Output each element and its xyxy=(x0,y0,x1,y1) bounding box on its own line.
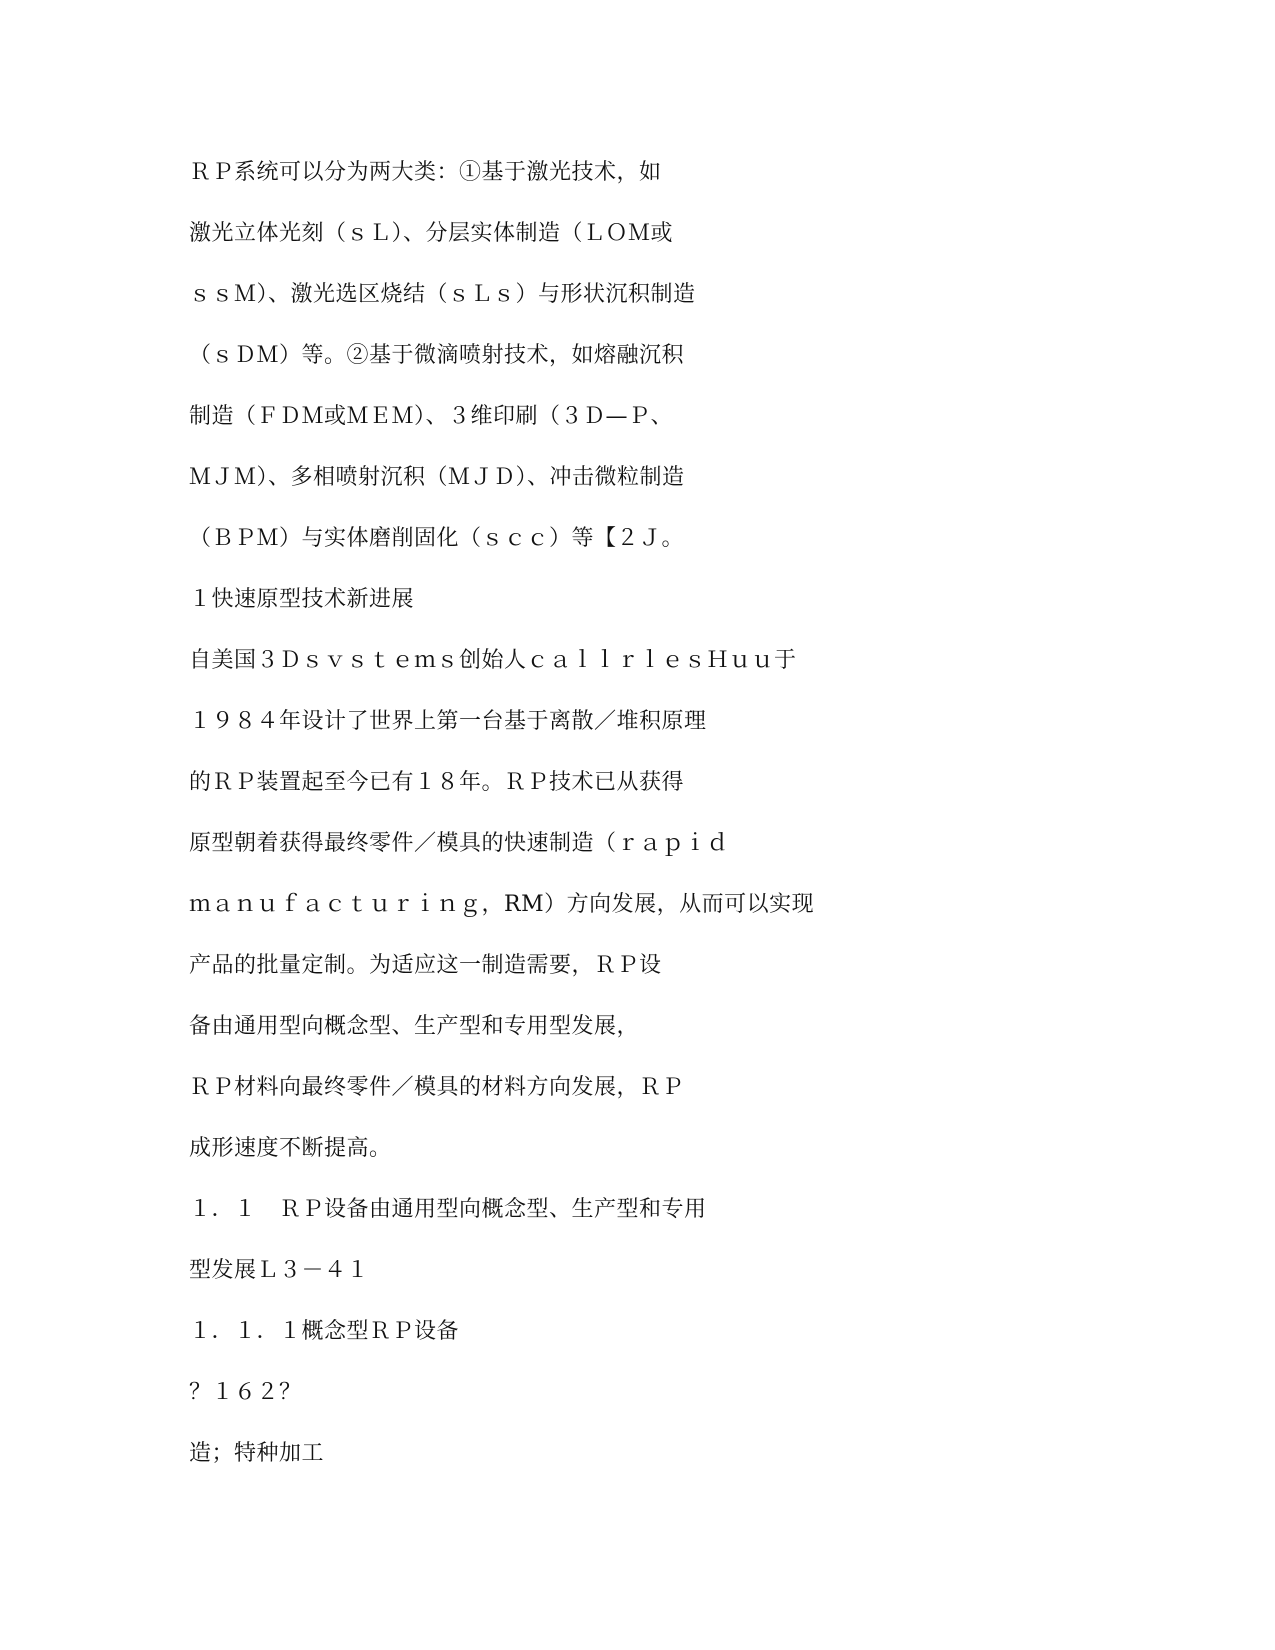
text-line: １９８４年设计了世界上第一台基于离散／堆积原理 xyxy=(189,709,707,734)
text-line: ｍａｎｕｆａｃｔｕｒｉｎｇ，RM）方向发展，从而可以实现 xyxy=(189,892,815,917)
text-line: 造；特种加工 xyxy=(189,1441,325,1466)
text-line: 备由通用型向概念型、生产型和专用型发展， xyxy=(189,1014,640,1039)
subsection-heading: １．１ ＲＰ设备由通用型向概念型、生产型和专用 xyxy=(189,1197,707,1222)
text-line: ＲＰ材料向最终零件／模具的材料方向发展，ＲＰ xyxy=(189,1075,685,1100)
text-line: 自美国３Ｄｓｖｓｔｅｍｓ创始人ｃａｌｌｒｌｅｓＨｕｕ于 xyxy=(189,648,797,673)
text-line: 原型朝着获得最终零件／模具的快速制造（ｒａｐｉｄ xyxy=(189,831,730,856)
text-line: （ＢＰＭ）与实体磨削固化（ｓｃｃ）等【２Ｊ。 xyxy=(189,526,685,551)
text-line: ｓｓＭ）、激光选区烧结（ｓＬｓ）与形状沉积制造 xyxy=(189,282,696,307)
text-line: 的ＲＰ装置起至今已有１８年。ＲＰ技术已从获得 xyxy=(189,770,685,795)
text-line: 激光立体光刻（ｓＬ）、分层实体制造（ＬＯＭ或 xyxy=(189,221,674,246)
subsubsection-heading: １．１．１概念型ＲＰ设备 xyxy=(189,1319,460,1344)
text-line: ＭＪＭ）、多相喷射沉积（ＭＪＤ）、冲击微粒制造 xyxy=(189,465,685,490)
text-line: 产品的批量定制。为适应这一制造需要，ＲＰ设 xyxy=(189,953,662,978)
text-line: 型发展Ｌ３－４１ xyxy=(189,1258,370,1283)
page-number: ？１６２？ xyxy=(189,1380,302,1405)
text-line: （ｓＤＭ）等。②基于微滴喷射技术，如熔融沉积 xyxy=(189,343,685,368)
text-line: 成形速度不断提高。 xyxy=(189,1136,392,1161)
text-line: 制造（ＦＤＭ或ＭＥＭ）、３维印刷（３Ｄ—Ｐ、 xyxy=(189,404,674,429)
section-heading: １快速原型技术新进展 xyxy=(189,587,415,612)
document-body xyxy=(189,142,1189,1484)
text-line: ＲＰ系统可以分为两大类：①基于激光技术，如 xyxy=(189,160,662,185)
